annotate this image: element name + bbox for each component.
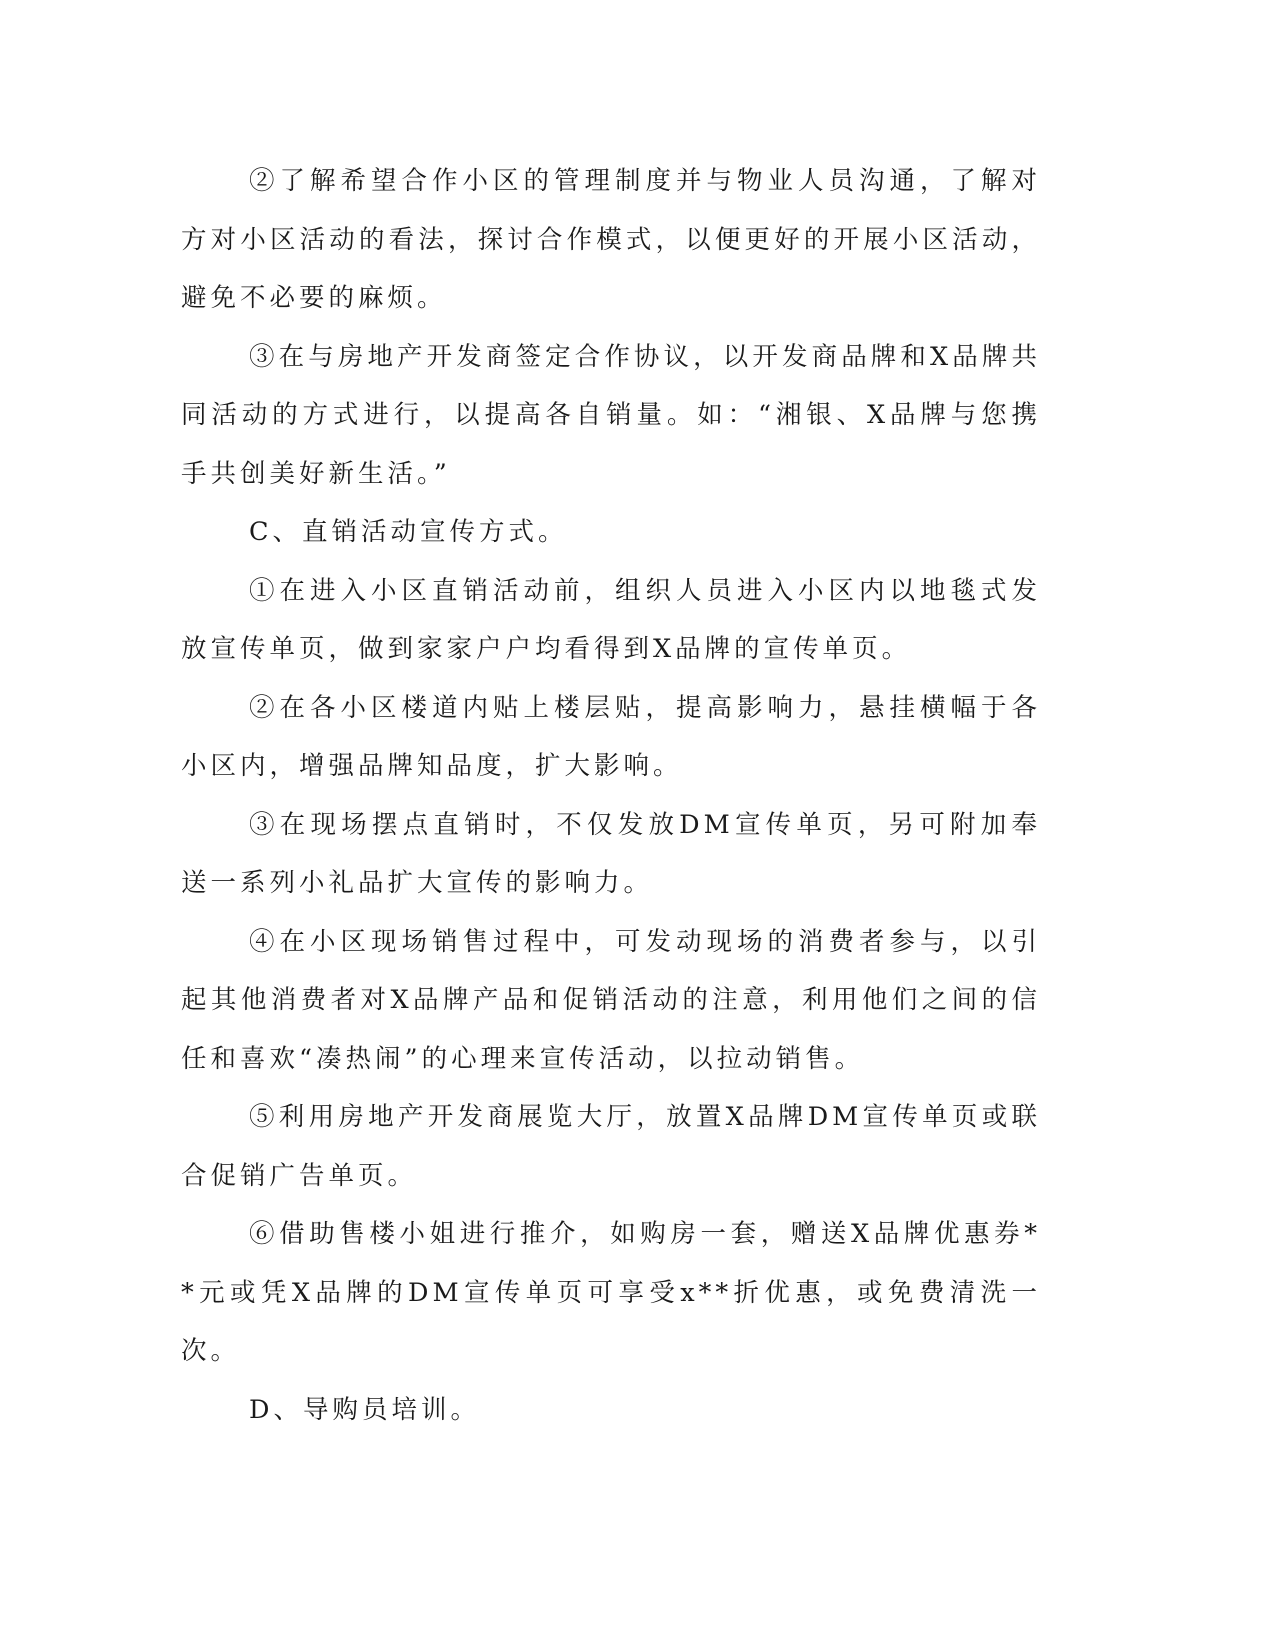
paragraph-sales-staff-referral: ⑥借助售楼小姐进行推介，如购房一套，赠送X品牌优惠券**元或凭X品牌的DM宣传单页可享受x**折优惠，或免费清洗一次。 bbox=[181, 1219, 1041, 1366]
section-heading-sales-guide-training: D、导购员培训。 bbox=[249, 1394, 480, 1425]
paragraph-exhibition-hall: ⑤利用房地产开发商展览大厅，放置X品牌DM宣传单页或联合促销广告单页。 bbox=[181, 1102, 1041, 1191]
paragraph-dm-flyers-gifts: ③在现场摆点直销时，不仅发放DM宣传单页，另可附加奉送一系列小礼品扩大宣传的影响力。 bbox=[181, 809, 1041, 898]
paragraph-onsite-consumer-participation: ④在小区现场销售过程中，可发动现场的消费者参与，以引起其他消费者对X品牌产品和促销活动的注意，利用他们之间的信任和喜欢“凑热闹”的心理来宣传活动，以拉动销售。 bbox=[181, 926, 1041, 1074]
paragraph-flyer-distribution: ①在进入小区直销活动前，组织人员进入小区内以地毯式发放宣传单页，做到家家户户均看得到X品牌的宣传单页。 bbox=[181, 575, 1041, 664]
paragraph-developer-agreement: ③在与房地产开发商签定合作协议，以开发商品牌和X品牌共同活动的方式进行，以提高各自销量。如：“湘银、X品牌与您携手共创美好新生活。” bbox=[181, 341, 1041, 489]
paragraph-floor-stickers-banners: ②在各小区楼道内贴上楼层贴，提高影响力，悬挂横幅于各小区内，增强品牌知品度，扩大影响。 bbox=[181, 692, 1041, 781]
section-heading-direct-sales-promotion: C、直销活动宣传方式。 bbox=[249, 517, 568, 547]
paragraph-cooperation-management: ②了解希望合作小区的管理制度并与物业人员沟通，了解对方对小区活动的看法，探讨合作模式，以便更好的开展小区活动，避免不必要的麻烦。 bbox=[181, 166, 1041, 313]
document-body bbox=[181, 152, 1041, 1439]
